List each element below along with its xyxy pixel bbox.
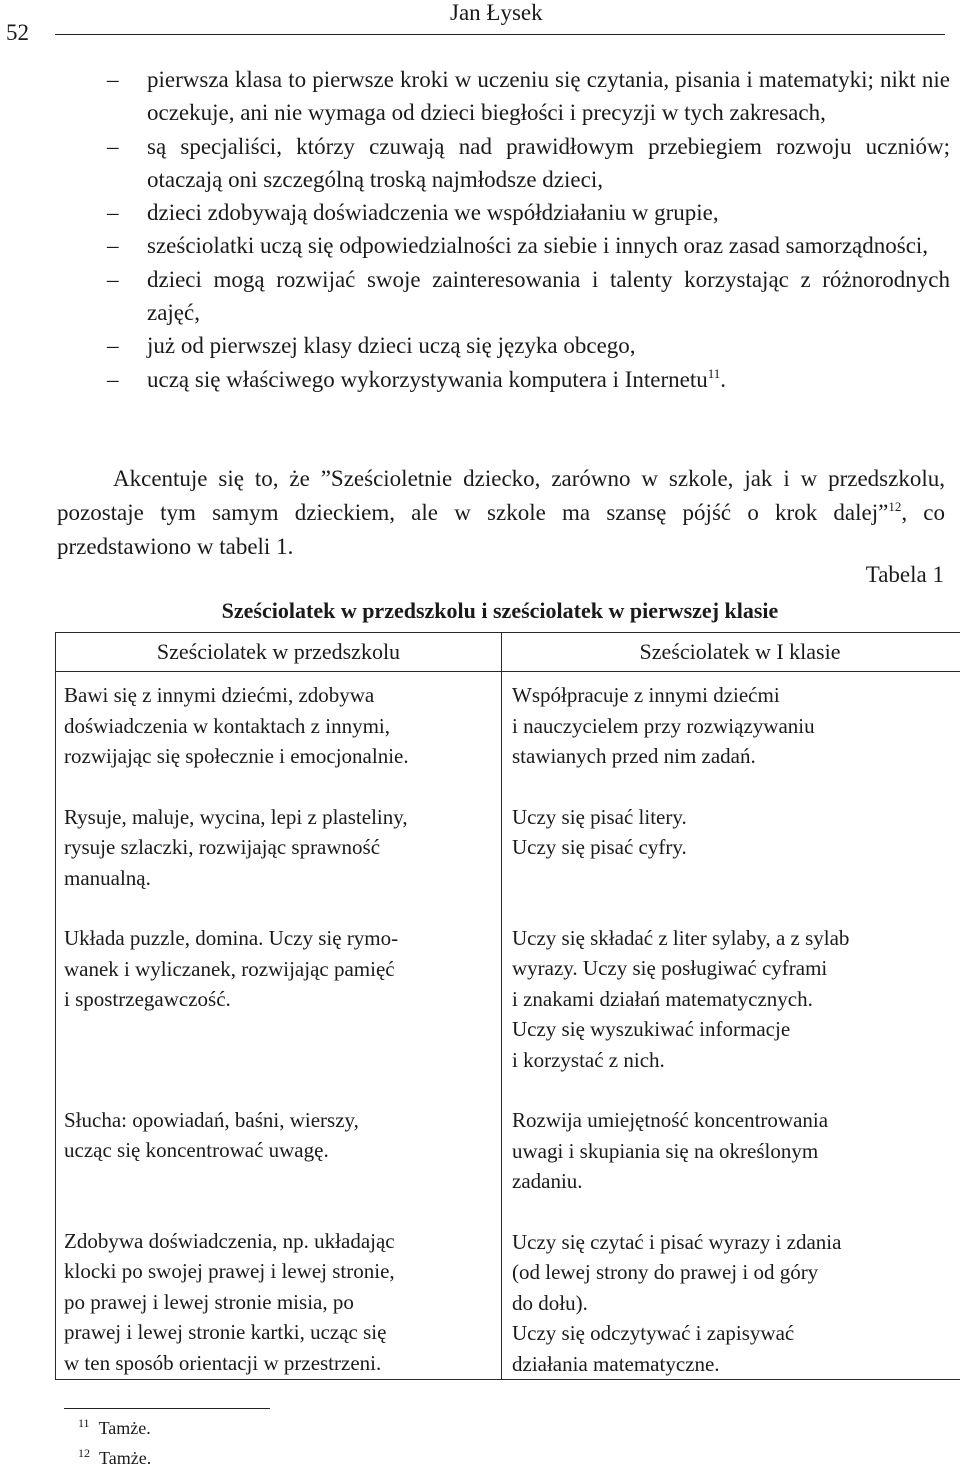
text-line: do dołu). [512,1290,588,1315]
paragraph-text-end: , co przedstawiono w tabeli 1. [57,500,945,559]
preschool-item [64,1105,495,1166]
list-item-text: sześciolatki uczą się odpowiedzialności za siebie i innych oraz zasad samorządności, [147,233,929,259]
preschool-column [56,672,502,1380]
footnote-ref-12[interactable]: 12 [888,499,902,514]
text-line: i znakami działań matematycznych. [512,986,813,1011]
text-line: stawianych przed nim zadań. [512,744,756,768]
footnote-12 [78,1448,151,1469]
text-line: Bawi się z innymi dziećmi, zdobywa [64,683,375,707]
text-line: wanek i wyliczanek, rozwijając pamięć [64,956,395,981]
text-line: Współpracuje z innymi dziećmi [512,683,780,707]
text-line: i korzystać z nich. [512,1047,665,1072]
list-item-text: są specjaliści, którzy czuwają nad prawidłowym przebiegiem rozwoju uczniów; otaczają oni szczególną troską najmłodsze dzieci, [147,133,950,192]
list-item-text: już od pierwszej klasy dzieci uczą się języka obcego, [147,333,636,359]
footnote-ref-11[interactable]: 11 [707,365,721,381]
text-line: Słucha: opowiadań, baśni, wierszy, [64,1107,359,1132]
first-grade-item [510,1105,960,1197]
footnote-text: Tamże. [99,1448,152,1468]
text-line: manualną. [64,865,151,890]
text-line: (od lewej strony do prawej i od góry [512,1260,819,1284]
text-line: działania matematyczne. [512,1351,720,1376]
footnote-number: 11 [78,1416,90,1430]
footnote-rule [64,1408,270,1409]
text-line: i nauczycielem przy rozwiązywaniu [512,713,815,738]
preschool-item [64,923,495,1015]
preschool-item [64,802,495,894]
first-grade-item [510,1227,960,1380]
dash-bullet: – [107,333,119,359]
footnote-11 [78,1418,151,1439]
dash-bullet: – [107,366,119,392]
header-rule [55,34,945,35]
text-line: Układa puzzle, domina. Uczy się rymo- [64,926,399,950]
list-item [107,196,950,229]
list-item [107,363,950,396]
bullet-list [107,63,950,396]
page-number: 52 [6,20,29,45]
list-item-tail: . [720,366,727,392]
text-line: Zdobywa doświadczenia, np. układając [64,1228,395,1253]
text-line: wyrazy. Uczy się posługiwać cyframi [512,956,828,980]
list-item [107,263,950,330]
text-line: rozwijając się społecznie i emocjonalnie. [64,744,409,768]
list-item [107,229,950,262]
list-item-text: dzieci zdobywają doświadczenia we współdziałaniu w grupie, [147,200,719,226]
text-line: po prawej i lewej stronie misia, po [64,1289,354,1314]
dash-bullet: – [107,67,119,92]
text-line: Uczy się czytać i pisać wyrazy i zdania [512,1229,842,1254]
comparison-table [55,632,960,1380]
list-item [107,329,950,362]
text-line: rysuje szlaczki, rozwijając sprawność [64,835,381,859]
list-item [107,130,950,197]
body-paragraph [57,462,945,564]
first-grade-item [510,802,960,863]
dash-bullet: – [107,200,119,226]
column-header-preschool: Sześciolatek w przedszkolu [56,633,502,672]
list-item-text: dzieci mogą rozwijać swoje zainteresowania i talenty korzystając z różnorodnych zajęć, [147,266,950,326]
footnote-number: 12 [78,1446,90,1460]
text-line: w ten sposób orientacji w przestrzeni. [64,1350,382,1375]
list-item-text: pierwsza klasa to pierwsze kroki w uczeniu się czytania, pisania i matematyki; nikt nie oczekuje, ani nie wymaga od dzieci biegłości i precyzji w tych zakresach, [147,67,950,126]
paragraph-text: Akcentuje się to, że ”Sześcioletnie dziecko, zarówno w szkole, jak i w przedszkolu, pozostaje tym samym dzieckiem, ale w szkole ma szansę pójść o krok dalej” [57,466,945,525]
text-line: doświadczenia w kontaktach z innymi, [64,713,390,738]
list-item [107,63,950,130]
first-grade-column [502,672,960,1380]
text-line: Uczy się pisać cyfry. [512,835,687,859]
text-line: Uczy się składać z liter sylaby, a z sylab [512,925,850,950]
preschool-item [64,1226,495,1379]
text-line: Uczy się pisać litery. [512,804,687,829]
footnote-text: Tamże. [98,1418,151,1438]
list-item-text: uczą się właściwego wykorzystywania komputera i Internetu [147,366,708,392]
text-line: Uczy się odczytywać i zapisywać [512,1321,795,1345]
preschool-item [64,680,495,772]
text-line: zadaniu. [512,1169,583,1193]
table-title: Sześciolatek w przedszkolu i sześciolatek w pierwszej klasie [221,598,779,623]
dash-bullet: – [107,266,119,292]
first-grade-item [510,680,960,772]
text-line: Rysuje, maluje, wycina, lepi z plasteliny, [64,804,408,829]
first-grade-item [510,923,960,1076]
running-head-author: Jan Łysek [450,0,543,25]
dash-bullet: – [107,233,119,259]
text-line: Uczy się wyszukiwać informacje [512,1017,791,1041]
column-header-first-grade: Sześciolatek w I klasie [502,633,960,672]
text-line: Rozwija umiejętność koncentrowania [512,1108,829,1132]
text-line: klocki po swojej prawej i lewej stronie, [64,1259,395,1283]
text-line: ucząc się koncentrować uwagę. [64,1138,329,1162]
text-line: i spostrzegawczość. [64,987,231,1011]
table-label: Tabela 1 [865,562,944,587]
dash-bullet: – [107,133,119,159]
text-line: prawej i lewej stronie kartki, ucząc się [64,1320,387,1344]
text-line: uwagi i skupiania się na określonym [512,1138,819,1163]
